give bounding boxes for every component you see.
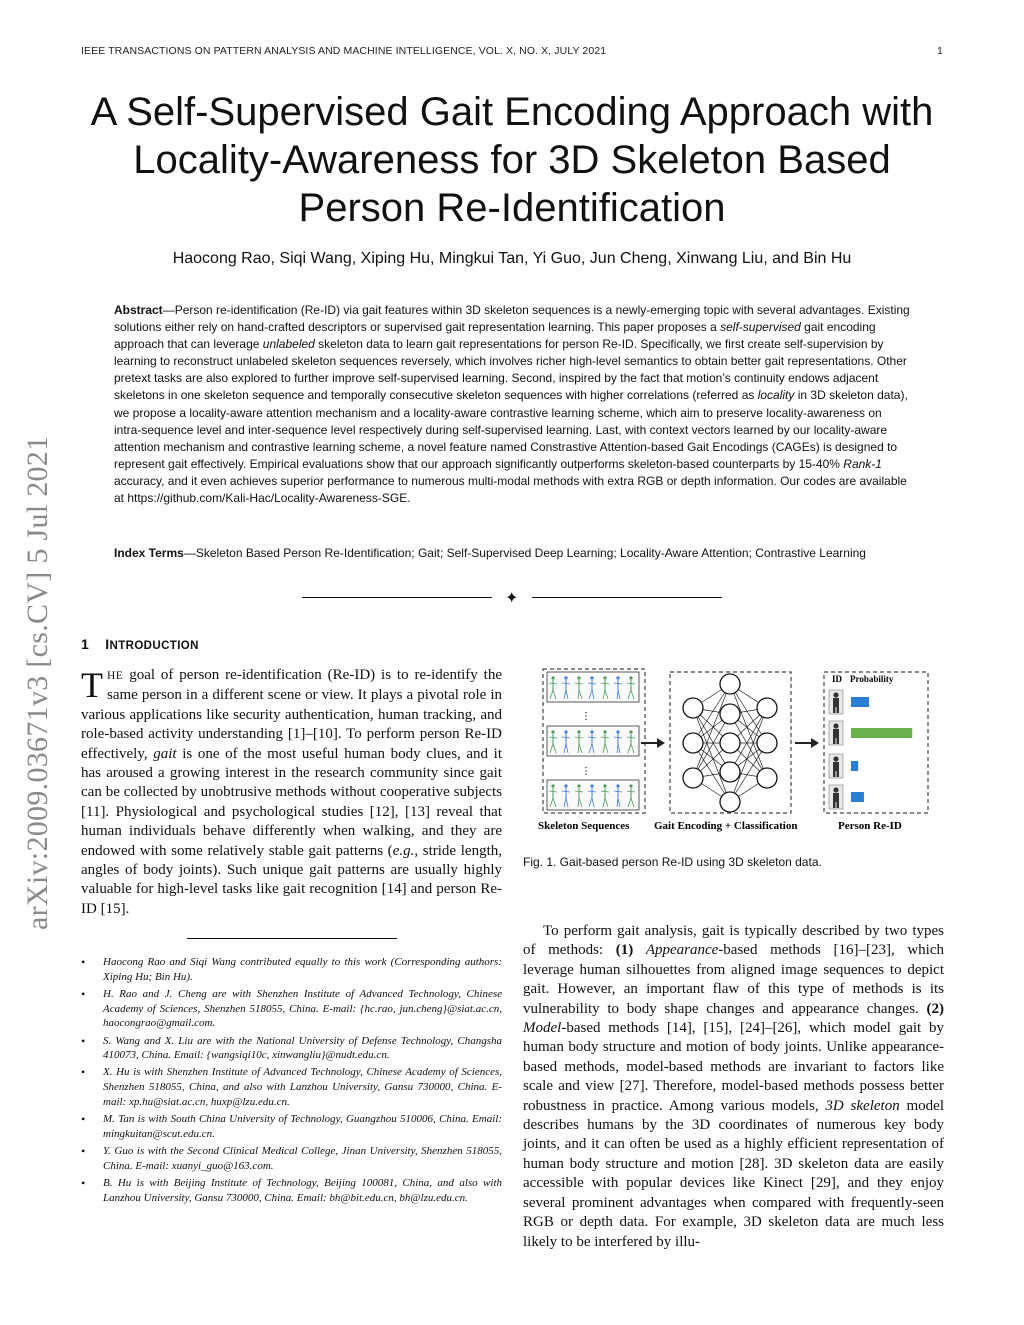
skeleton-head (577, 676, 580, 679)
network-node (720, 792, 740, 812)
figure-1 (523, 668, 943, 836)
gait-encoding-label: Gait Encoding + Classification (654, 820, 798, 832)
skeleton-strip-frame (547, 672, 639, 702)
person-leg (833, 771, 836, 777)
footnote-item: • H. Rao and J. Cheng are with Shenzhen Institute of Advanced Technology, Chinese Academy of Sciences, Shenzhen 518055, China. E-mail: {hc.rao, jun.cheng}@siat.ac.cn, haocongrao@gmail.com. (81, 987, 502, 1031)
abstract-label: Abstract (114, 303, 163, 317)
drop-cap: T (81, 665, 103, 705)
network-node (720, 762, 740, 782)
index-terms-label: Index Terms (114, 546, 184, 560)
section-separator (302, 588, 722, 608)
abstract-text-2: gait encoding approach that can leverage (114, 320, 876, 352)
footnote-rule (187, 938, 397, 939)
index-terms-text: —Skeleton Based Person Re-Identification; Gait; Self-Supervised Deep Learning; Locality-Aware Attention; Contrastive Learning (183, 546, 866, 560)
person-head (833, 787, 838, 792)
network-node (683, 768, 703, 788)
person-reid-label: Person Re-ID (838, 820, 902, 832)
intro-paragraph (81, 666, 502, 919)
probability-bar (851, 761, 858, 771)
person-body (833, 729, 839, 738)
footnote-item: • S. Wang and X. Liu are with the National University of Defense Technology, Changsha 410073, China. Email: {wangsiqi10c, xinwangliu}@nudt.edu.cn. (81, 1034, 502, 1063)
probability-label: Probability (850, 674, 894, 684)
right-bold-1: (1) (615, 942, 634, 959)
skeleton-strip-frame (547, 726, 639, 756)
footnote-item: • Y. Guo is with the Second Clinical Medical College, Jinan University, Shenzhen 518055, China. E-mail: xuanyi_guo@163.com. (81, 1144, 502, 1173)
network-node (683, 698, 703, 718)
skeleton-strip-frame (547, 780, 639, 810)
skeleton-sequence-thumbnails (547, 672, 639, 810)
arrow-to-encoding (641, 738, 665, 748)
person-head (833, 723, 838, 728)
right-text-4: model describes humans by the 3D coordinates of numerous key body joints, and it can often be used as a highly efficient representation of human body structure and motion [28]. 3D skeleton data are easily accessible with popular devices like Kinect [29], and they enjoy several prominent advantages when compared with frequently-seen RGB or depth data. For example, 3D skeleton data are much less likely to be interfered by illu- (523, 1097, 944, 1250)
right-em-appearance: Appearance (645, 942, 719, 959)
skeleton-head (616, 784, 619, 787)
skeleton-head (564, 730, 567, 733)
skeleton-strip (547, 672, 639, 702)
network-node (720, 674, 740, 694)
id-label: ID (832, 674, 843, 684)
skeleton-head (564, 676, 567, 679)
right-text-2: -based methods [16]–[23], which leverage human silhouettes from aligned image sequences to depict gait. However, an important flaw of this type of methods is its vulnerability to body shape changes and appearance changes. (523, 942, 944, 1017)
person-leg (833, 707, 836, 713)
person-leg (837, 771, 840, 777)
person-leg (837, 802, 840, 808)
skeleton-head (551, 676, 554, 679)
journal-header: IEEE TRANSACTIONS ON PATTERN ANALYSIS AND MACHINE INTELLIGENCE, VOL. X, NO. X, JULY 2021 (81, 45, 607, 57)
arrow-to-reid (795, 738, 819, 748)
right-text-1: To perform gait analysis, gait is typically described by two types of methods: (523, 923, 944, 959)
abstract-em-2: unlabeled (262, 337, 315, 352)
vertical-ellipsis-2: ⋮ (581, 766, 591, 777)
skeleton-head (616, 676, 619, 679)
separator-glyph: ✦ (505, 588, 519, 607)
intro-text-3: , stride length, angles of body joints). Such unique gait patterns are usually highly valuable for high-level tasks like gait recognition [14] and person Re-ID [15]. (81, 842, 502, 917)
title-line-3: Person Re-Identification (298, 186, 726, 230)
reid-rows (829, 690, 912, 809)
probability-bar (851, 697, 869, 707)
right-column (523, 922, 944, 1252)
skeleton-head (577, 784, 580, 787)
probability-bar (851, 792, 864, 802)
title-line-2: Locality-Awareness for 3D Skeleton Based (133, 138, 891, 182)
reid-row (829, 721, 912, 745)
figure-caption: Fig. 1. Gait-based person Re-ID using 3D skeleton data. (523, 855, 822, 869)
index-terms (114, 545, 910, 563)
abstract (114, 302, 910, 507)
skeleton-head (551, 784, 554, 787)
network-node (720, 733, 740, 753)
author-list: Haocong Rao, Siqi Wang, Xiping Hu, Mingkui Tan, Yi Guo, Jun Cheng, Xinwang Liu, and Bin Hu (172, 250, 852, 267)
skeleton-head (603, 784, 606, 787)
person-body (833, 698, 839, 707)
abstract-text-3: skeleton data to learn gait representations for person Re-ID. Specifically, we first create self-supervision by learning to reconstruct unlabeled skeleton sequences reversely, which involves richer high-level semantics to obtain better gait representations. Other pretext tasks are also explored to further improve self-supervised learning. Second, inspired by the fact that motion’s continuity endows adjacent skeletons in one skeleton sequence and temporally consecutive skeleton sequences with higher correlations (referred as (114, 337, 907, 403)
section-title-rest: NTRODUCTION (109, 640, 199, 652)
vertical-ellipsis-1: ⋮ (581, 711, 591, 722)
section-title-initial: I (105, 636, 110, 652)
skeleton-strip (547, 780, 639, 810)
abstract-em-1: self-supervised (720, 320, 801, 335)
person-body (833, 762, 839, 771)
skeleton-head (629, 730, 632, 733)
skeleton-head (590, 784, 593, 787)
person-leg (833, 738, 836, 744)
person-leg (837, 707, 840, 713)
reid-row (829, 754, 858, 778)
skeleton-head (590, 676, 593, 679)
person-head (833, 756, 838, 761)
skeleton-sequences-label: Skeleton Sequences (538, 820, 630, 832)
footnote-item: • X. Hu is with Shenzhen Institute of Advanced Technology, Chinese Academy of Sciences, Shenzhen 518055, China, and also with Lanzhou University, Gansu 730000, China. E-mail: xp.hu@siat.ac.cn, huxp@lzu.edu.cn. (81, 1065, 502, 1109)
intro-text-2: is one of the most useful human body clues, and it has aroused a growing interest in the research community since gait can be collected by unobtrusive methods without cooperative subjects [11]. Physiological and psychological studies [12], [13] reveal that human individuals behave differently when walking, and they are endowed with some relatively stable gait patterns ( (81, 745, 502, 859)
skeleton-head (551, 730, 554, 733)
abstract-em-3: locality (757, 388, 795, 403)
skeleton-head (564, 784, 567, 787)
skeleton-head (629, 784, 632, 787)
person-head (833, 692, 838, 697)
person-leg (837, 738, 840, 744)
intro-em-gait: gait (153, 745, 177, 762)
right-em-3d-skeleton: 3D skeleton (825, 1097, 900, 1114)
running-head (81, 45, 943, 57)
skeleton-head (577, 730, 580, 733)
probability-bar (851, 728, 912, 738)
skeleton-head (629, 676, 632, 679)
footnote-item: • B. Hu is with Beijing Institute of Technology, Beijing 100081, China, and also with Lanzhou University, Gansu 730000, China. Email: bh@bit.edu.cn, bh@lzu.edu.cn. (81, 1176, 502, 1205)
abstract-text-1: —Person re-identification (Re-ID) via gait features within 3D skeleton sequences is a newly-emerging topic with several advantages. Existing solutions either rely on hand-crafted descriptors or supervised gait representation learning. This paper proposes a (114, 303, 910, 335)
separator-line-right (532, 597, 722, 598)
skeleton-head (603, 730, 606, 733)
reid-row (829, 690, 869, 714)
right-paragraph (523, 922, 944, 1252)
network-nodes (683, 674, 777, 812)
footnote-item: • M. Tan is with South China University of Technology, Guangzhou 510006, China. Email: mingkuitan@scut.edu.cn. (81, 1112, 502, 1141)
footnote-list (81, 955, 502, 1208)
abstract-text-4: in 3D skeleton data), we propose a locality-aware attention mechanism and a locality-aware contrastive learning scheme, which aim to preserve locality-awareness on intra-sequence level and inter-sequence level respectively during self-supervised learning. Last, with context vectors learned by our locality-aware attention mechanism and contrastive learning scheme, a novel feature named Constrastive Attention-based Gait Encodings (CAGEs) is designed to represent gait effectively. Empirical evaluations show that our approach significantly outperforms skeleton-based counterparts by 15-40% (114, 388, 908, 471)
network-node (757, 733, 777, 753)
footnote-item: • Haocong Rao and Siqi Wang contributed equally to this work (Corresponding authors: Xiping Hu; Bin Hu). (81, 955, 502, 984)
network-node (757, 698, 777, 718)
right-em-model: Model (523, 1020, 562, 1037)
skeleton-head (616, 730, 619, 733)
section-number: 1 (81, 636, 90, 652)
network-node (757, 768, 777, 788)
intro-smallcaps: HE (107, 670, 124, 682)
intro-text-1: goal of person re-identification (Re-ID) is to re-identify the same person in a different scene or view. It plays a pivotal role in various applications like security authentication, human tracking, and role-based activity understanding [1]–[10]. To perform person Re-ID effectively, (81, 667, 502, 762)
right-bold-2: (2) (926, 1000, 944, 1017)
person-body (833, 793, 839, 802)
title-line-1: A Self-Supervised Gait Encoding Approach with (90, 90, 934, 134)
separator-line-left (302, 597, 492, 598)
reid-row (829, 785, 864, 809)
person-leg (833, 802, 836, 808)
abstract-em-4: Rank-1 (843, 456, 882, 471)
skeleton-head (603, 676, 606, 679)
skeleton-head (590, 730, 593, 733)
abstract-text-5: accuracy, and it even achieves superior performance to numerous multi-modal methods with extra RGB or depth information. Our codes are available at https://github.com/Kali-Hac/Locality-Awareness-SGE. (114, 473, 907, 506)
right-text-3: -based methods [14], [15], [24]–[26], which model gait by human body structure and motion of body joints. Unlike appearance-based methods, model-based methods are invariant to factors like scale and view [27]. Therefore, model-based methods possess better robustness in practice. Among various models, (523, 1020, 944, 1114)
page-number: 1 (937, 45, 943, 57)
intro-em-eg: e.g. (392, 842, 415, 859)
skeleton-strip (547, 726, 639, 756)
paper-title (60, 88, 964, 232)
arxiv-stamp: arXiv:2009.03671v3 [cs.CV] 5 Jul 2021 (21, 435, 54, 930)
right-space-1 (633, 942, 646, 958)
network-node (683, 733, 703, 753)
section-heading (81, 636, 199, 652)
network-node (720, 704, 740, 724)
